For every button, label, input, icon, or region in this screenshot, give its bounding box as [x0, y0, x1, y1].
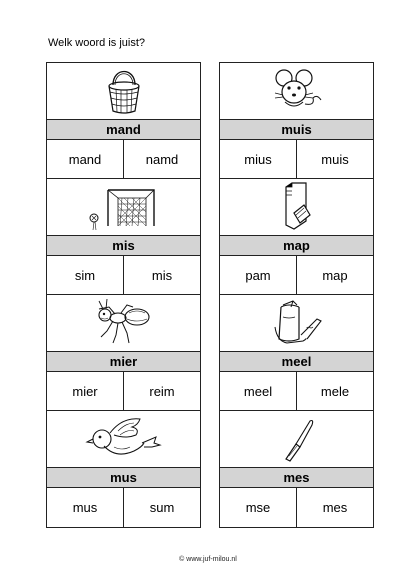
option-left[interactable]: mier	[72, 384, 98, 399]
word-label: mus	[47, 467, 200, 488]
option-left[interactable]: mus	[72, 500, 98, 515]
card-map	[219, 178, 374, 296]
option-left[interactable]: mius	[244, 152, 272, 167]
option-right[interactable]: map	[296, 256, 373, 295]
card-mand	[46, 62, 201, 180]
word-label: meel	[220, 351, 373, 372]
option-left[interactable]: mand	[68, 152, 102, 167]
option-left[interactable]: meel	[243, 384, 273, 399]
ant-icon	[47, 295, 200, 351]
option-right[interactable]: mele	[296, 372, 373, 411]
card-mier	[46, 294, 201, 412]
goal-icon	[47, 179, 200, 235]
card-meel	[219, 294, 374, 412]
option-left[interactable]: sim	[74, 268, 96, 283]
word-label: mand	[47, 119, 200, 140]
word-label: muis	[220, 119, 373, 140]
card-mis	[46, 178, 201, 296]
option-right[interactable]: muis	[296, 140, 373, 179]
option-right[interactable]: mis	[123, 256, 200, 295]
option-right[interactable]: sum	[123, 488, 200, 527]
card-mes	[219, 410, 374, 528]
option-right[interactable]: namd	[123, 140, 200, 179]
knife-icon	[220, 411, 373, 467]
card-muis	[219, 62, 374, 180]
footer-copyright: © www.juf-milou.nl	[179, 556, 237, 563]
option-left[interactable]: mse	[245, 500, 271, 515]
bird-icon	[47, 411, 200, 467]
option-right[interactable]: mes	[296, 488, 373, 527]
mouse-icon	[220, 63, 373, 119]
option-right[interactable]: reim	[123, 372, 200, 411]
option-left[interactable]: pam	[245, 268, 271, 283]
basket-icon	[47, 63, 200, 119]
folder-icon	[220, 179, 373, 235]
word-label: mes	[220, 467, 373, 488]
word-label: map	[220, 235, 373, 256]
card-mus	[46, 410, 201, 528]
word-label: mier	[47, 351, 200, 372]
flour-bag-icon	[220, 295, 373, 351]
instruction: Welk woord is juist?	[48, 37, 145, 49]
word-label: mis	[47, 235, 200, 256]
